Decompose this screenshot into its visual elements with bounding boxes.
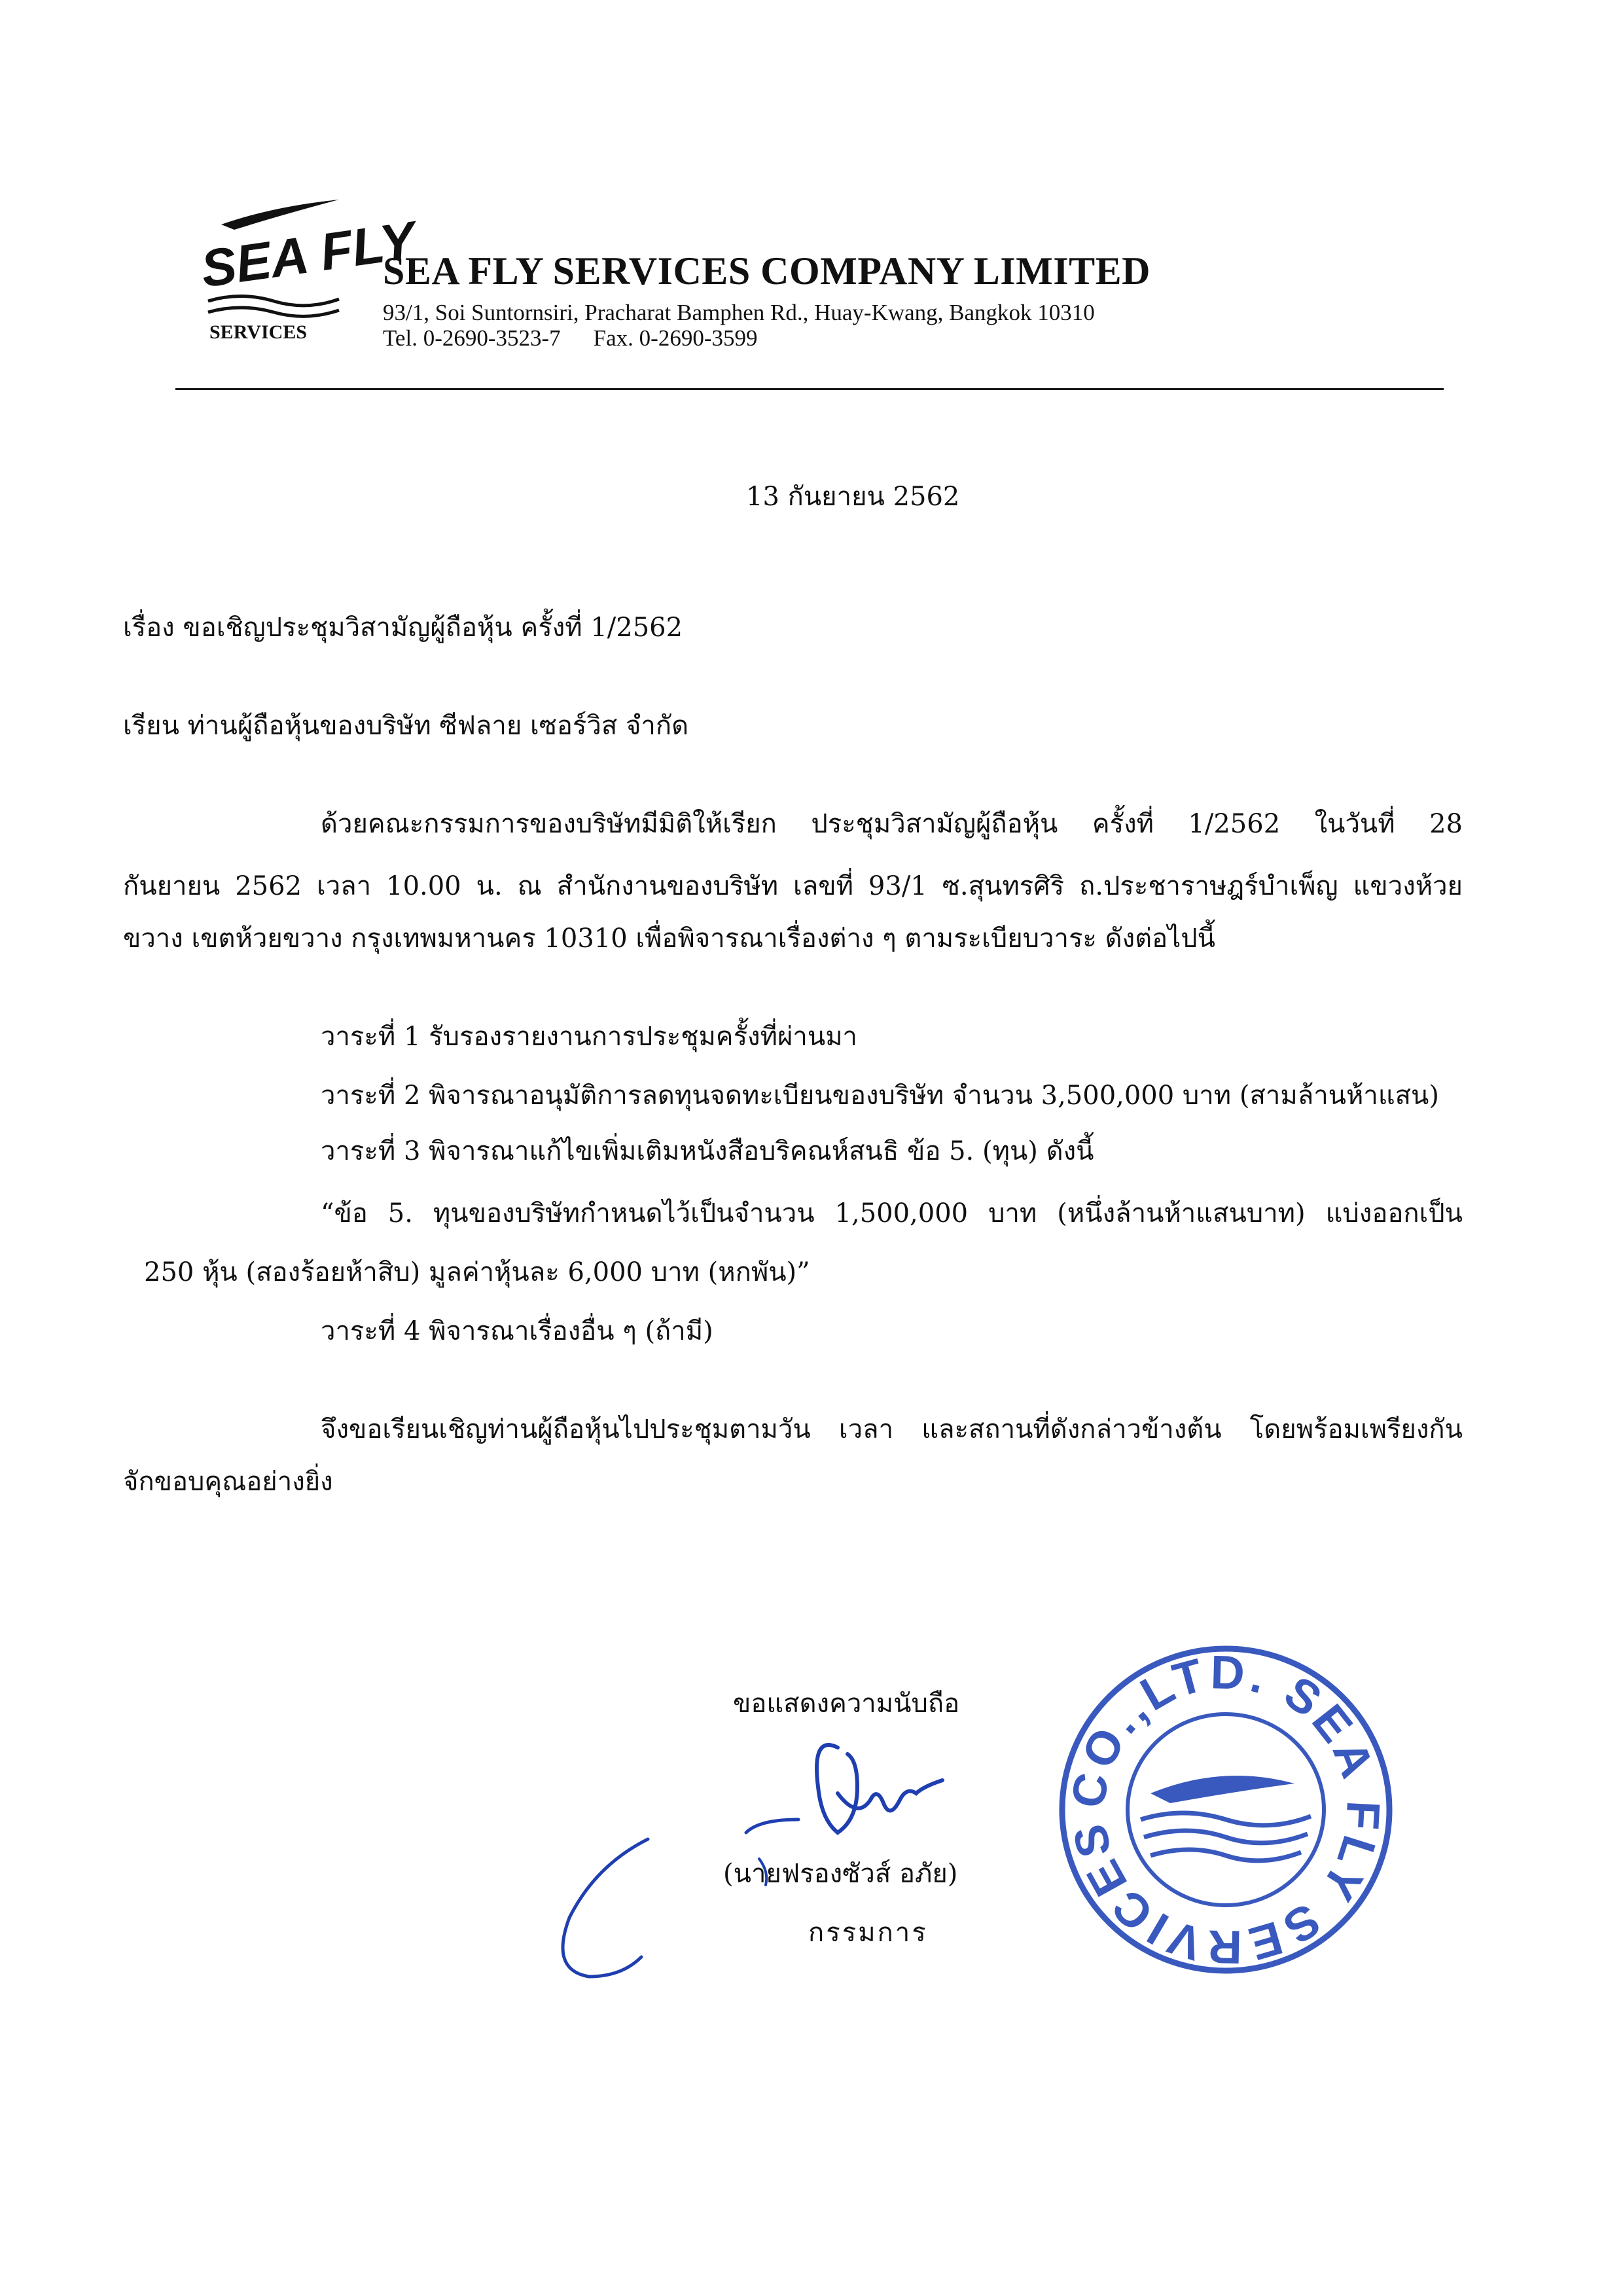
letterhead-divider (175, 388, 1444, 390)
signer-title: กรรมการ (808, 1918, 928, 1948)
letter-subject: เรื่อง ขอเชิญประชุมวิสามัญผู้ถือหุ้น ครั้งที่ 1/2562 (123, 613, 683, 643)
body-p2-line1: จึงขอเรียนเชิญท่านผู้ถือหุ้นไปประชุมตามวัน เวลา และสถานที่ดังกล่าวข้างต้น โดยพร้อมเพรียงกัน (321, 1414, 1463, 1444)
signer-name: (นายฟรองซัวส์ อภัย) (723, 1859, 958, 1889)
sea-fly-logo-graphic (175, 187, 419, 347)
body-p1-line2: กันยายน 2562 เวลา 10.00 น. ณ สำนักงานของบริษัท เลขที่ 93/1 ซ.สุนทรศิริ ถ.ประชาราษฎร์บำเพ็ญ แขวงห้วย (123, 871, 1463, 901)
logo-word: SEA FLY (197, 210, 419, 298)
company-tel: Tel. 0-2690-3523-7 (383, 325, 561, 351)
closing-regards: ขอแสดงความนับถือ (733, 1689, 960, 1719)
body-p2-line2: จักขอบคุณอย่างยิ่ง (123, 1467, 333, 1497)
company-stamp (1052, 1640, 1399, 1980)
agenda-item-3: วาระที่ 3 พิจารณาแก้ไขเพิ่มเติมหนังสือบริคณห์สนธิ ข้อ 5. (ทุน) ดังนี้ (321, 1136, 1094, 1166)
letter-recipient: เรียน ท่านผู้ถือหุ้นของบริษัท ซีฟลาย เซอร์วิส จำกัด (123, 711, 689, 741)
agenda-3-quote-line2: 250 หุ้น (สองร้อยห้าสิบ) มูลค่าหุ้นละ 6,000 บาท (หกพัน)” (144, 1257, 810, 1287)
logo-subword: SERVICES (209, 321, 308, 343)
company-contact (383, 325, 757, 351)
company-logo (175, 187, 419, 347)
stamp-ring-text: CO.,LTD. SEA FLY SERVICES (1061, 1646, 1389, 1973)
body-p1-line1: ด้วยคณะกรรมการของบริษัทมีมิติให้เรียก ประชุมวิสามัญผู้ถือหุ้น ครั้งที่ 1/2562 ในวันที่ 28 (321, 809, 1463, 839)
company-name: SEA FLY SERVICES COMPANY LIMITED (383, 249, 1150, 293)
company-address: 93/1, Soi Suntornsiri, Pracharat Bamphen Rd., Huay-Kwang, Bangkok 10310 (383, 300, 1095, 325)
agenda-item-2: วาระที่ 2 พิจารณาอนุมัติการลดทุนจดทะเบียนของบริษัท จำนวน 3,500,000 บาท (สามล้านห้าแสน) (321, 1081, 1439, 1111)
letter-date: 13 กันยายน 2562 (746, 482, 960, 512)
agenda-item-4: วาระที่ 4 พิจารณาเรื่องอื่น ๆ (ถ้ามี) (321, 1316, 713, 1346)
agenda-3-quote-line1: “ข้อ 5. ทุนของบริษัทกำหนดไว้เป็นจำนวน 1,500,000 บาท (หนึ่งล้านห้าแสนบาท) แบ่งออกเป็น (321, 1198, 1463, 1229)
company-fax: Fax. 0-2690-3599 (593, 325, 758, 351)
body-p1-line3: ขวาง เขตห้วยขวาง กรุงเทพมหานคร 10310 เพื่อพิจารณาเรื่องต่าง ๆ ตามระเบียบวาระ ดังต่อไปนี้ (123, 924, 1215, 954)
agenda-item-1: วาระที่ 1 รับรองรายงานการประชุมครั้งที่ผ่านมา (321, 1022, 858, 1052)
